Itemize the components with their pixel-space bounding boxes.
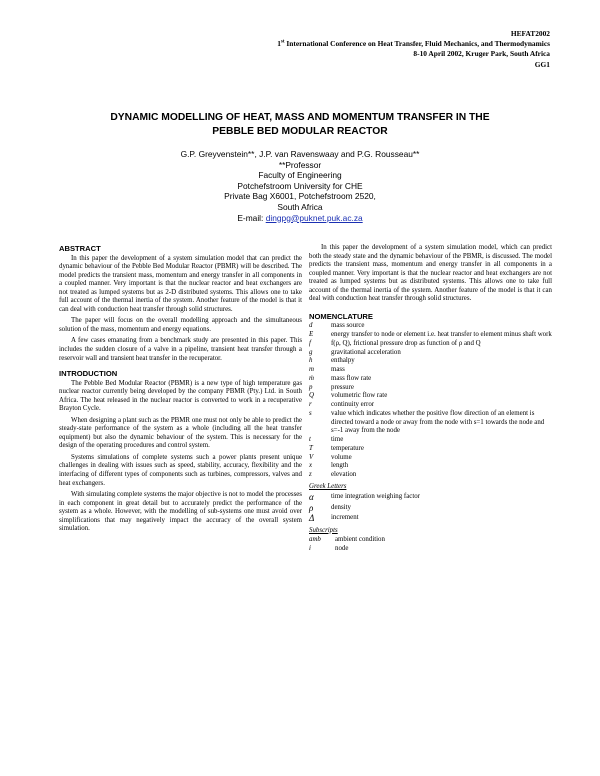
nom-definition: pressure — [331, 383, 354, 391]
conference-name: 1st International Conference on Heat Transfer, Fluid Mechanics, and Thermodynamics — [277, 39, 550, 49]
nom-definition: temperature — [331, 444, 364, 452]
nom-symbol: V — [309, 453, 314, 461]
nom-definition: enthalpy — [331, 357, 355, 365]
nom-symbol: g — [309, 348, 313, 356]
greek-definition: increment — [331, 514, 359, 522]
nom-definition: f(ρ, Q), frictional pressure drop as function of ρ and Q — [331, 339, 481, 347]
abstract-paragraph: In this paper the development of a system simulation model that can predict the dynamic behaviour of the Pebble Bed Modular Reactor (PBMR) will be described. The model predicts the transient mass, momentum and energy transfer in all components in a coupled manner. Very important is that the nuclear reactor and heat exchangers are not treated as lumped systems but as 2-D distributed systems. This allows one to take full account of the thermal inertia of the system. Another feature of the model is that it can deal with conduction heat transfer through solid structures. — [59, 254, 302, 313]
greek-letters-list — [309, 492, 552, 524]
intro-paragraph: When designing a plant such as the PBMR one must not only be able to predict the steady-state performance of the system as a whole (including all the heat transfer equipment) but also the dynamic behaviour of the system. This is necessary for the design of the operating procedures and control system. — [59, 416, 302, 450]
email-link[interactable]: dingpg@puknet.puk.ac.za — [265, 212, 363, 223]
address: Private Bag X6001, Potchefstroom 2520, — [224, 191, 376, 202]
introduction-heading: INTRODUCTION — [59, 369, 118, 379]
conference-date-place: 8-10 April 2002, Kruger Park, South Africa — [413, 49, 550, 59]
greek-definition: time integration weighing factor — [331, 493, 420, 501]
intro-paragraph: With simulating complete systems the major objective is not to model the processes in each component in great detail but to accurately predict the performance of the system as a whole. However, with the modelling of sub-systems one must avoid over simplifications that may negatively impact the accuracy of the overall system simulation. — [59, 491, 302, 533]
greek-symbol: ρ — [309, 502, 314, 513]
intro-paragraph: Systems simulations of complete systems such a power plants present unique challenges in dealing with issues such as speed, stability, accuracy, flexibility and the interfacing of different types of components such as turbines, compressors, valves and heat exchangers. — [59, 453, 302, 487]
nom-symbol: f — [309, 339, 311, 347]
nom-symbol: r — [309, 401, 312, 409]
subscript-symbol: amb — [309, 536, 321, 544]
subscript-symbol: i — [309, 545, 311, 553]
nom-symbol: t — [309, 436, 311, 444]
nom-definition: continuity error — [331, 401, 375, 409]
nom-symbol: E — [309, 331, 314, 339]
intro-continued-paragraph: In this paper the development of a system simulation model, which can predict both the steady state and the dynamic behaviour of the PBMR, is discussed. The model predicts the transient mass, momentum and energy transfer in all components in a coupled manner. Very important is that the nuclear reactor and heat exchangers are not treated as lumped systems but as distributed systems. This allows one to take full account of the thermal inertia of the system. Another feature of the model is that it can deal with conduction heat transfer through solid structures. — [309, 244, 552, 303]
nom-symbol: ṁ — [309, 374, 314, 382]
nom-symbol: d — [309, 322, 313, 330]
country: South Africa — [277, 201, 323, 212]
abstract-paragraph: The paper will focus on the overall modelling approach and the simultaneous solution of the mass, momentum and energy equations. — [59, 317, 302, 333]
nom-definition: value which indicates whether the positive flow direction of an element is directed toward a node or away from the node with s=1 towards the node and s=-1 away from the node — [331, 409, 545, 435]
abstract-heading: ABSTRACT — [59, 244, 101, 253]
nom-symbol: z — [309, 471, 312, 479]
nomenclature-heading: NOMENCLATURE — [309, 311, 373, 321]
greek-symbol: Δ — [309, 513, 315, 524]
left-column — [59, 244, 302, 537]
nom-definition: mass — [331, 366, 345, 374]
nom-symbol: s — [309, 409, 312, 417]
nom-symbol: h — [309, 357, 313, 365]
email-line: E-mail: dingpg@puknet.puk.ac.za — [237, 212, 363, 223]
nom-symbol: x — [309, 462, 313, 470]
nom-symbol: m — [309, 366, 314, 374]
author-role: **Professor — [278, 159, 322, 170]
nom-definition: energy transfer to node or element i.e. heat transfer to element minus shaft work — [331, 331, 552, 339]
nom-definition: length — [331, 462, 349, 470]
abstract-paragraph: A few cases emanating from a benchmark study are presented in this paper. This includes the sudden closure of a valve in a pipeline, transient heat transfer through a reservoir wall and transient heat transfer in the recuperator. — [59, 337, 302, 362]
paper-title: DYNAMIC MODELLING OF HEAT, MASS AND MOMENTUM TRANSFER IN THE PEBBLE BED MODULAR REACTOR — [110, 112, 490, 137]
nom-symbol: Q — [309, 392, 314, 400]
paper-code: HEFAT2002 — [510, 29, 550, 38]
subscripts-heading: Subscripts — [309, 526, 338, 534]
intro-paragraph: The Pebble Bed Modular Reactor (PBMR) is a new type of high temperature gas nuclear reactor currently being developed by the company PBMR (Pty.) Ltd. in South Africa. The heat released in the nuclear reactor is converted to work in a recuperative Brayton Cycle. — [59, 379, 302, 413]
right-column — [309, 244, 552, 554]
university: Potchefstroom University for CHE — [237, 180, 363, 191]
nom-definition: volume — [331, 453, 352, 461]
nom-symbol: T — [309, 444, 313, 452]
subscript-definition: ambient condition — [335, 536, 385, 544]
nom-symbol: p — [309, 383, 313, 391]
author-names: G.P. Greyvenstein**, J.P. van Ravenswaay and P.G. Rousseau** — [180, 149, 420, 159]
greek-letters-heading: Greek Letters — [309, 482, 347, 490]
subscript-definition: node — [335, 545, 349, 553]
nom-definition: mass flow rate — [331, 374, 372, 382]
greek-definition: density — [331, 503, 351, 511]
nom-definition: mass source — [331, 322, 365, 330]
nom-definition: gravitational acceleration — [331, 348, 401, 356]
subscripts-list — [309, 536, 552, 554]
nomenclature-list — [309, 322, 552, 480]
nom-definition: elevation — [331, 471, 357, 479]
author-block — [90, 149, 510, 223]
faculty: Faculty of Engineering — [258, 170, 342, 181]
nom-definition: time — [331, 436, 344, 444]
paper-id: GG1 — [534, 59, 550, 69]
conference-header — [50, 29, 550, 70]
nom-definition: volumetric flow rate — [331, 392, 388, 400]
greek-symbol: α — [309, 492, 314, 503]
